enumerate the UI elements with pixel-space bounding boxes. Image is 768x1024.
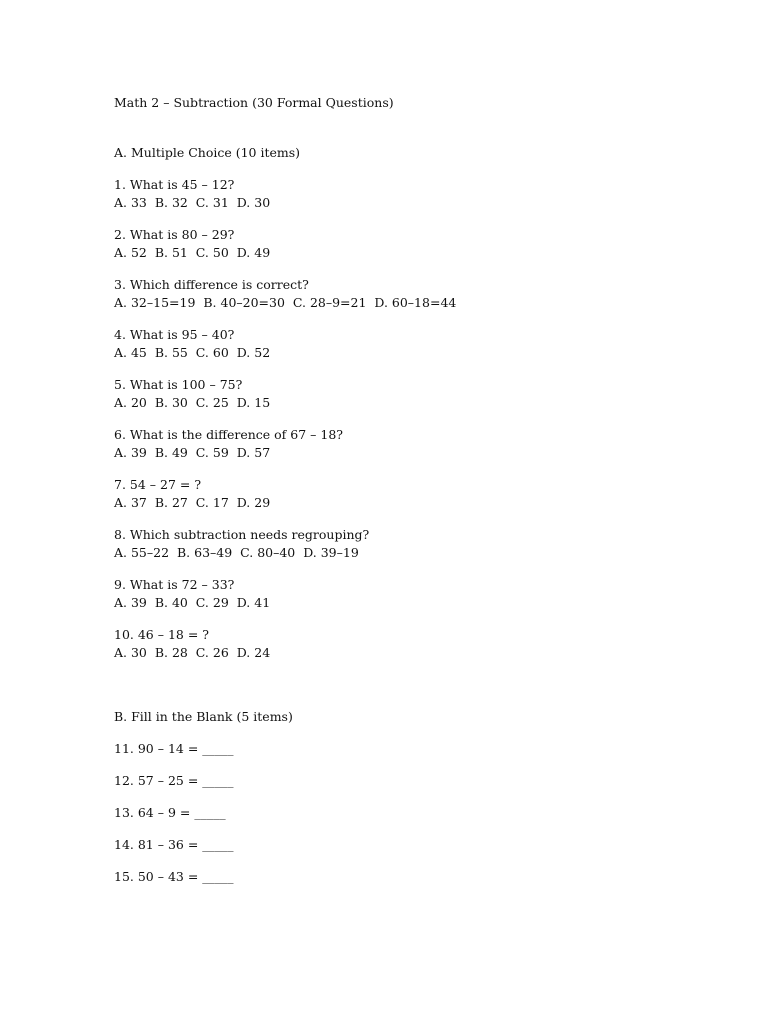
question-options: A. 45 B. 55 C. 60 D. 52 [114,345,271,360]
question-prompt: 2. What is 80 – 29? [114,227,235,242]
question-prompt: 6. What is the difference of 67 – 18? [114,427,343,442]
question-prompt: 5. What is 100 – 75? [114,377,243,392]
question-prompt: 9. What is 72 – 33? [114,577,235,592]
question-prompt: 3. Which difference is correct? [114,277,309,292]
section-b-heading: B. Fill in the Blank (5 items) [114,709,293,724]
section-fill-in-the-blank [114,708,734,886]
question-options: A. 55–22 B. 63–49 C. 80–40 D. 39–19 [114,545,359,560]
question-options: A. 30 B. 28 C. 26 D. 24 [114,645,271,660]
question-options: A. 52 B. 51 C. 50 D. 49 [114,245,271,260]
question-7 [114,476,734,512]
question-options: A. 32–15=19 B. 40–20=30 C. 28–9=21 D. 60–18=44 [114,295,457,310]
document-title: Math 2 – Subtraction (30 Formal Questions) [114,95,394,110]
question-6 [114,426,734,462]
question-4 [114,326,734,362]
fill-in-item-14: 14. 81 – 36 = _____ [114,837,234,852]
section-multiple-choice [114,144,734,662]
question-options: A. 20 B. 30 C. 25 D. 15 [114,395,271,410]
question-options: A. 39 B. 40 C. 29 D. 41 [114,595,271,610]
question-prompt: 7. 54 – 27 = ? [114,477,202,492]
question-1 [114,176,734,212]
fill-in-item-12: 12. 57 – 25 = _____ [114,773,234,788]
question-prompt: 10. 46 – 18 = ? [114,627,209,642]
fill-in-item-11: 11. 90 – 14 = _____ [114,741,234,756]
fill-in-item-13: 13. 64 – 9 = _____ [114,805,226,820]
question-8 [114,526,734,562]
question-2 [114,226,734,262]
question-options: A. 37 B. 27 C. 17 D. 29 [114,495,271,510]
question-10 [114,626,734,662]
question-prompt: 8. Which subtraction needs regrouping? [114,527,370,542]
document-page [114,94,734,900]
question-5 [114,376,734,412]
question-3 [114,276,734,312]
question-prompt: 1. What is 45 – 12? [114,177,235,192]
question-9 [114,576,734,612]
section-a-heading: A. Multiple Choice (10 items) [114,145,301,160]
fill-in-item-15: 15. 50 – 43 = _____ [114,869,234,884]
question-options: A. 39 B. 49 C. 59 D. 57 [114,445,271,460]
question-prompt: 4. What is 95 – 40? [114,327,235,342]
question-options: A. 33 B. 32 C. 31 D. 30 [114,195,271,210]
